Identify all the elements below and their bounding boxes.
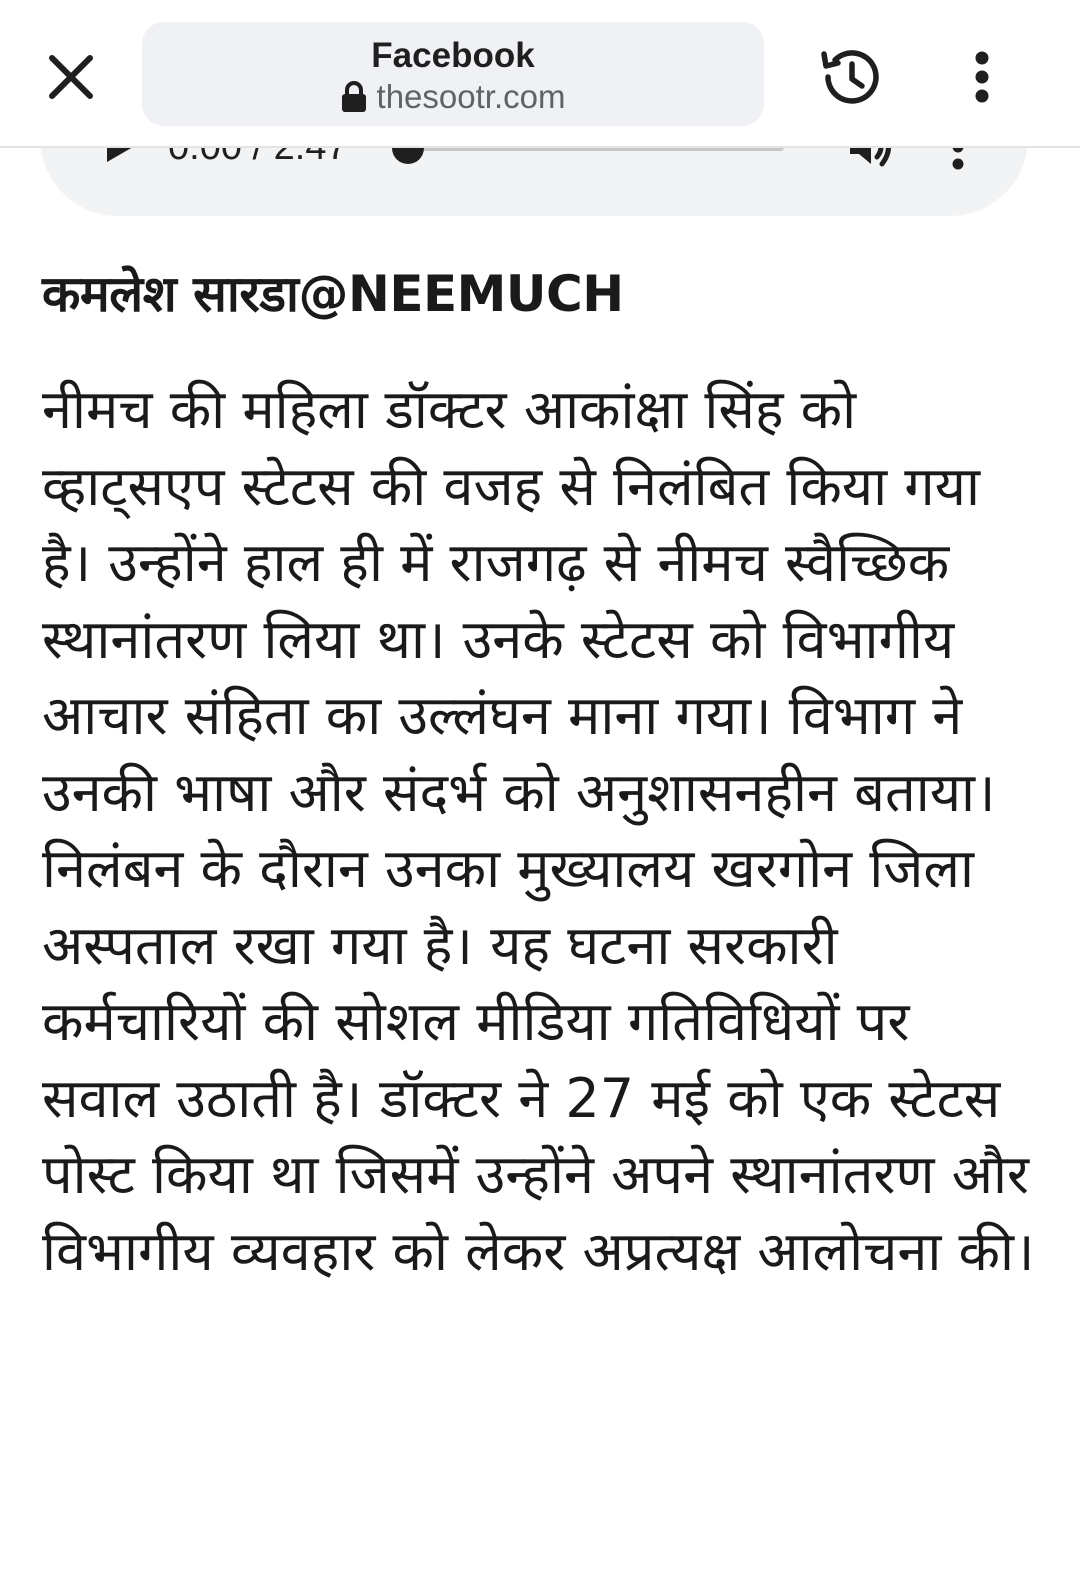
article-body: नीमच की महिला डॉक्टर आकांक्षा सिंह को व्हाट्सएप स्टेटस की वजह से निलंबित किया गया है। उन्होंने हाल ही में राजगढ़ से नीमच स्वैच्छिक स्थानांतरण लिया था। उनके स्टेटस को विभागीय आचार संहिता का उल्लंघन माना गया। विभाग ने उनकी भाषा और संदर्भ को अनुशासनहीन बताया। निलंबन के दौरान उनका मुख्यालय खरगोन जिला अस्पताल रखा गया है। यह घटना सरकारी कर्मचारियों की सोशल मीडिया गतिविधियों पर सवाल उठाती है। डॉक्टर ने 27 मई को एक स्टेटस पोस्ट किया था जिसमें उन्होंने अपने स्थानांतरण और विभागीय व्यवहार को लेकर अप्रत्यक्ष आलोचना की। — [42, 378, 1035, 1283]
url-line — [142, 78, 764, 116]
lock-icon — [341, 81, 367, 113]
page-title: Facebook — [371, 36, 535, 75]
url-bar[interactable] — [142, 22, 764, 126]
more-vert-icon — [974, 50, 990, 104]
browser-menu-button[interactable] — [950, 38, 1014, 116]
article-byline: कमलेश सारडा@NEEMUCH — [42, 265, 624, 323]
close-tab-button[interactable] — [32, 38, 110, 116]
history-button[interactable] — [812, 38, 890, 116]
url-domain: thesootr.com — [376, 78, 566, 115]
history-icon — [818, 44, 884, 110]
close-icon — [47, 53, 95, 101]
browser-toolbar — [0, 0, 1080, 148]
